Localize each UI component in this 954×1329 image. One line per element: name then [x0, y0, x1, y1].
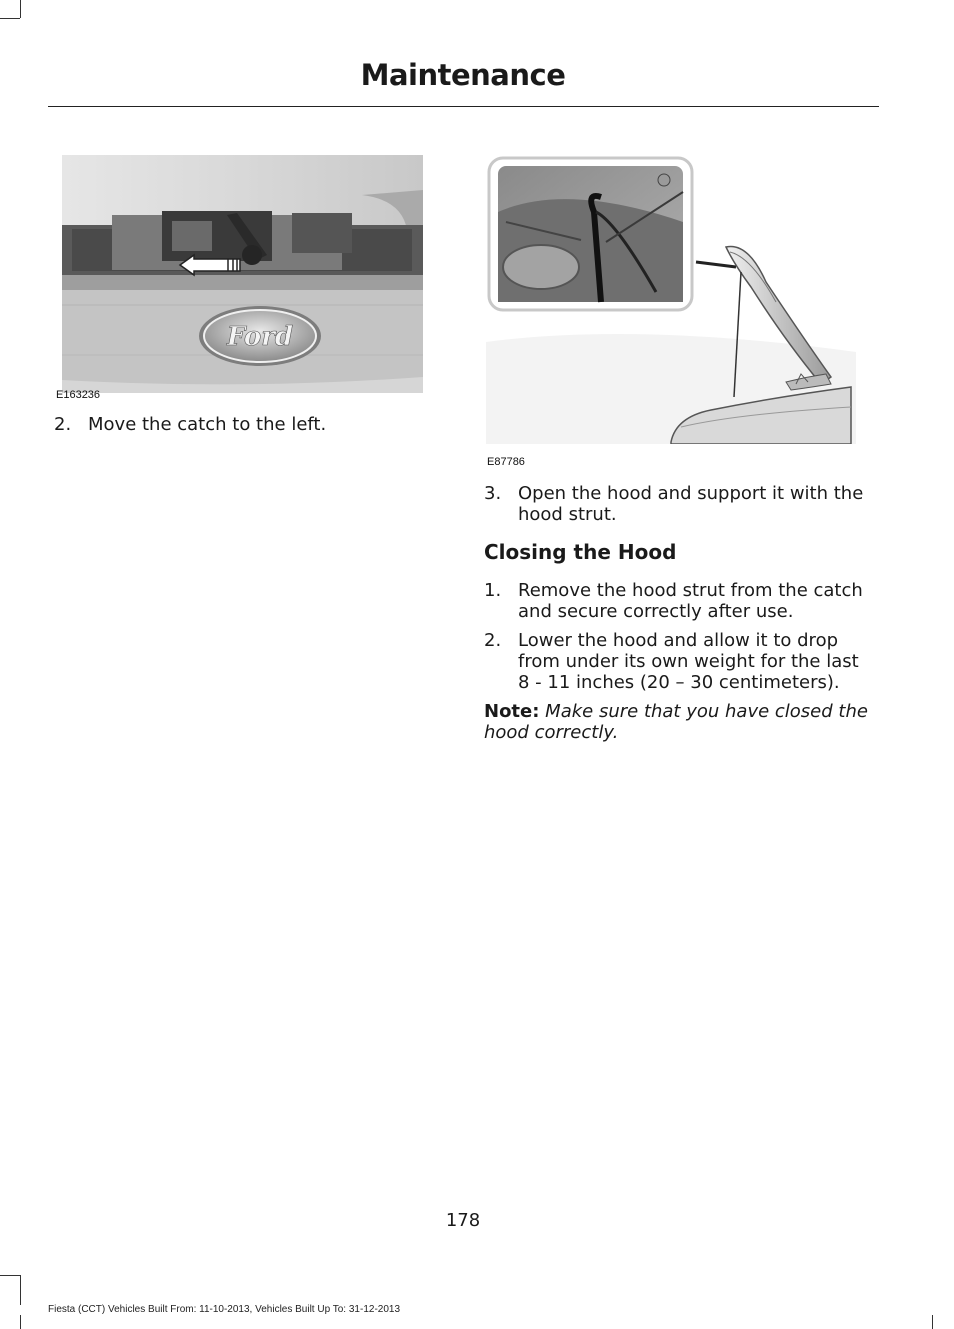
svg-text:Ford: Ford [226, 322, 294, 352]
note-label: Note: [484, 701, 540, 722]
step-3-open-hood [484, 483, 884, 527]
page-number: 178 [445, 1210, 481, 1231]
hood-strut-illustration [486, 152, 856, 444]
figure-hood-strut [486, 152, 856, 444]
crop-mark [20, 1315, 21, 1329]
step-text-line: Lower the hood and allow it to drop [518, 630, 839, 651]
crop-mark [20, 1275, 21, 1305]
crop-mark [932, 1315, 933, 1329]
header-rule [48, 106, 879, 107]
step-text-line: from under its own weight for the last [518, 651, 859, 672]
closing-step-1 [484, 580, 884, 624]
note-text: hood correctly. [484, 722, 619, 743]
step-text: Move the catch to the left. [88, 414, 327, 435]
step-number: 3. [484, 483, 502, 504]
step-text-line: 8 - 11 inches (20 – 30 centimeters). [518, 672, 840, 693]
crop-mark [0, 1275, 20, 1276]
page-title: Maintenance [360, 58, 566, 92]
figure-code: E87786 [487, 456, 525, 468]
step-text-line: Open the hood and support it with the [518, 483, 864, 504]
step-text-line: and secure correctly after use. [518, 601, 794, 622]
crop-mark [20, 0, 21, 18]
closing-step-2 [484, 630, 884, 696]
note [484, 701, 879, 743]
figure-code: E163236 [56, 389, 101, 401]
note-text: Make sure that you have closed the [539, 701, 868, 722]
hood-catch-illustration [62, 155, 423, 393]
step-text-line: Remove the hood strut from the catch [518, 580, 863, 601]
step-text-line: hood strut. [518, 504, 617, 525]
section-heading: Closing the Hood [484, 540, 677, 564]
crop-mark [0, 18, 20, 19]
footer-text: Fiesta (CCT) Vehicles Built From: 11-10-2013, Vehicles Built Up To: 31-12-2013 [48, 1304, 401, 1315]
step-2-move-catch [54, 414, 434, 438]
ford-logo [199, 306, 321, 366]
step-number: 2. [484, 630, 502, 651]
step-number: 2. [54, 414, 72, 435]
figure-hood-catch [62, 155, 423, 393]
step-number: 1. [484, 580, 502, 601]
note-line-1 [484, 701, 879, 722]
